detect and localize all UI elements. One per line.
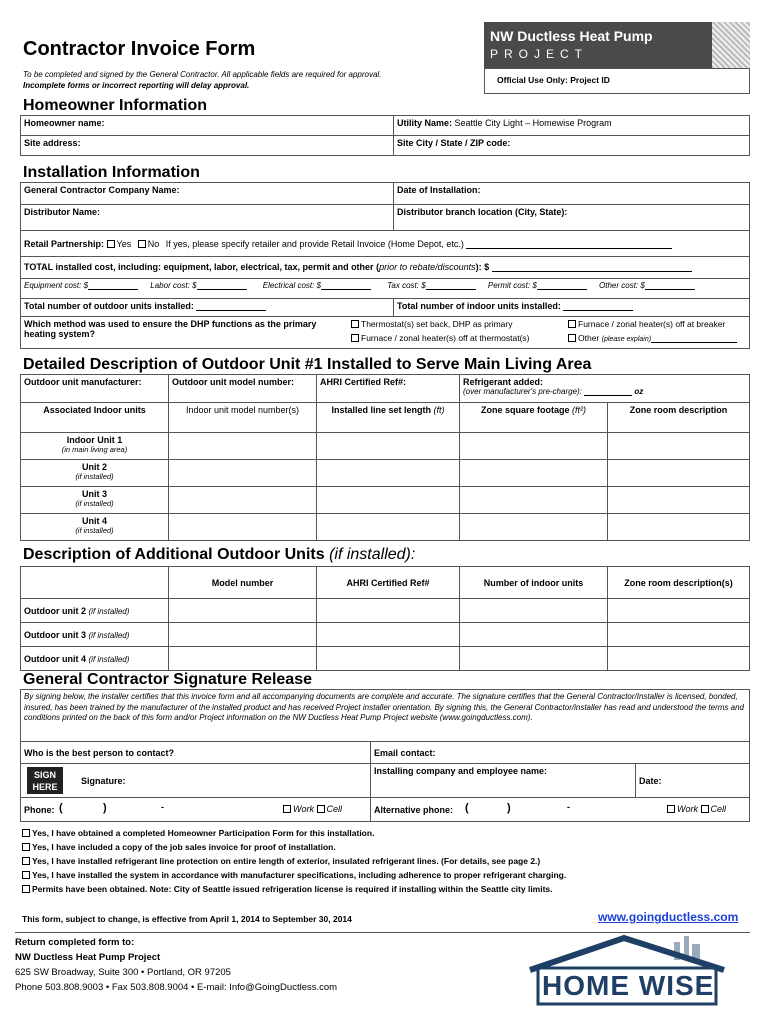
col-line-set-unit: (ft) [433,405,445,415]
labor-input[interactable] [197,289,247,290]
indoor-unit-name: Unit 3 [81,489,107,499]
alt-phone-dash: - [567,802,570,812]
alt-phone-paren-open: ( [465,802,469,814]
col-line-set [317,403,460,433]
indoor-count-input[interactable] [460,647,608,671]
homewise-logo [524,930,750,1010]
checklist-text: Yes, I have included a copy of the job sales invoice for proof of installation. [32,842,336,852]
utility-field[interactable] [394,116,750,136]
utility-label: Utility Name: [397,118,453,128]
ahri-input[interactable] [317,599,460,623]
website-link[interactable]: www.goingductless.com [598,910,739,924]
sign-here-line-1: SIGN [33,770,56,780]
method-other-input[interactable] [651,342,737,343]
checklist [22,826,566,896]
signature-label: Signature: [81,776,126,786]
checklist-checkbox[interactable] [22,885,30,893]
model-input[interactable] [169,623,317,647]
sign-here-line-2: HERE [32,782,58,792]
nwdhp-logo [484,22,712,68]
total-cost-end: ): $ [475,262,490,272]
refrigerant-label: Refrigerant added: [463,377,544,387]
gc-company-field[interactable] [21,183,394,205]
contact-field[interactable] [21,742,371,764]
instructions-line-2: Incomplete forms or incorrect reporting will delay approval. [23,81,250,90]
logo-pattern [712,22,750,68]
method-breaker-checkbox[interactable] [568,320,576,328]
ahri-label: AHRI Certified Ref#: [320,377,407,387]
sign-date-label: Date: [639,775,662,786]
table-row [21,599,750,623]
checklist-checkbox[interactable] [22,843,30,851]
indoor-unit-2-cell [21,460,169,487]
footage-input[interactable] [460,433,608,460]
permit-label: Permit cost: $ [487,281,537,290]
indoor-total-label: Total number of indoor units installed: [397,301,561,311]
installation-table [20,182,750,349]
manufacturer-field[interactable] [21,375,169,403]
precharge-label: (over manufacturer's pre-charge): [463,387,582,396]
other-input[interactable] [645,289,695,290]
footage-input[interactable] [460,487,608,514]
indoor-count-input[interactable] [460,623,608,647]
return-address: 625 SW Broadway, Suite 300 • Portland, OR 97205 [15,967,231,978]
branch-field[interactable] [394,205,750,231]
line-length-input[interactable] [317,487,460,514]
indoor-model-input[interactable] [169,514,317,541]
indoor-unit-name: Unit 4 [81,516,107,526]
equipment-input[interactable] [88,289,138,290]
distributor-label: Distributor Name: [24,207,101,217]
additional-heading [23,546,415,564]
model-input[interactable] [169,647,317,671]
method-row [21,317,750,349]
return-org: NW Ductless Heat Pump Project [15,952,161,963]
utility-value: Seattle City Light – Homewise Program [454,118,612,128]
alt-work-checkbox[interactable] [667,805,675,813]
indoor-unit-3-cell [21,487,169,514]
col-indoor-count: Number of indoor units [460,567,608,599]
indoor-model-input[interactable] [169,487,317,514]
retail-no-checkbox[interactable] [138,240,146,248]
col-assoc-indoor: Associated Indoor units [21,403,169,433]
indoor-unit-note: (if installed) [75,499,114,508]
retail-label: Retail Partnership: [24,239,105,249]
outdoor-unit-note: (if installed) [88,654,130,664]
outdoor-unit-name: Outdoor unit 2 [24,605,86,616]
col-indoor-model: Indoor unit model number(s) [169,403,317,433]
other-label: Other cost: $ [599,281,645,290]
footage-input[interactable] [460,460,608,487]
checklist-checkbox[interactable] [22,857,30,865]
additional-table [20,566,750,671]
email-label: Email contact: [374,747,436,758]
retail-note: If yes, please specify retailer and provide Retail Invoice (Home Depot, etc.) [165,239,464,249]
table-row [21,623,750,647]
company-label: Installing company and employee name: [374,766,548,776]
col-ahri: AHRI Certified Ref# [317,567,460,599]
method-thermostat-label: Thermostat(s) set back, DHP as primary [361,319,513,329]
checklist-checkbox[interactable] [22,871,30,879]
retailer-input[interactable] [466,248,672,249]
sign-date-field[interactable] [636,764,750,798]
homeowner-heading: Homeowner Information [23,97,208,114]
outdoor-total-field [21,299,394,317]
signature-release-text: By signing below, the installer certifies that this invoice form and all accompanying documents are complete and accurate. The signature certifies that the General Contractor/Installer is licensed, bonded, insured, has been trained by the manufacturer of the installed product and has received Project installer orientation. By signing this, the General Contractor/installer has read and understood the terms and conditions printed on the back of this form and/or Project information on the NW Ductless Heat Pump Project website (www.goingductless.com). [21,690,750,742]
model-input[interactable] [169,599,317,623]
method-furnace-thermostat-label: Furnace / zonal heater(s) off at thermostat(s) [361,333,530,343]
checklist-text: Yes, I have installed the system in accordance with manufacturer specifications, including adherence to proper refrigerant charging. [32,870,567,880]
ahri-field[interactable] [317,375,460,403]
list-item [22,854,566,868]
method-other-checkbox[interactable] [568,334,576,342]
indoor-model-input[interactable] [169,460,317,487]
table-row [21,487,750,514]
unit1-heading: Detailed Description of Outdoor Unit #1 Installed to Serve Main Living Area [23,356,592,373]
retail-yes-label: Yes [116,239,132,249]
outdoor-unit-2-cell [21,599,169,623]
official-use-box[interactable]: Official Use Only: Project ID [484,68,750,94]
page-title: Contractor Invoice Form [23,38,256,60]
phone-label: Phone: [24,804,55,815]
additional-heading-text: Description of Additional Outdoor Units [23,546,325,563]
zone-desc-input[interactable] [608,487,750,514]
indoor-model-input[interactable] [169,433,317,460]
method-furnace-thermostat-checkbox[interactable] [351,334,359,342]
col-footage-unit: (ft²) [572,405,587,415]
signature-table [20,689,750,822]
manufacturer-label: Outdoor unit manufacturer: [24,377,142,387]
contact-label: Who is the best person to contact? [24,747,175,758]
list-item [22,840,566,854]
phone-cell-checkbox[interactable] [317,805,325,813]
phone-paren-open: ( [59,802,63,814]
alt-work-label: Work [677,804,698,814]
method-other-label: Other [578,333,600,343]
method-other-note: (please explain) [601,336,652,343]
homeowner-name-field[interactable] [21,116,394,136]
homeowner-table [20,115,750,156]
checklist-text: Permits have been obtained. Note: City of Seattle issued refrigeration license is required if installing within the Seattle city limits. [32,884,553,894]
indoor-unit-note: (if installed) [75,472,114,481]
retail-row [21,231,750,257]
phone-row [21,798,371,822]
outdoor-unit-3-cell [21,623,169,647]
checklist-text: Yes, I have obtained a completed Homeowner Participation Form for this installation. [32,828,375,838]
alt-phone-label: Alternative phone: [374,804,454,815]
ahri-input[interactable] [317,647,460,671]
phone-work-checkbox[interactable] [283,805,291,813]
line-length-input[interactable] [317,514,460,541]
col-model-number: Model number [169,567,317,599]
electrical-input[interactable] [321,289,371,290]
line-length-input[interactable] [317,433,460,460]
footage-input[interactable] [460,514,608,541]
col-blank [21,567,169,599]
zone-desc-input[interactable] [608,460,750,487]
distributor-field[interactable] [21,205,394,231]
phone-work-label: Work [293,804,314,814]
indoor-unit-1-cell [21,433,169,460]
zone-desc-input[interactable] [608,433,750,460]
signature-heading: General Contractor Signature Release [23,671,312,688]
outdoor-unit-name: Outdoor unit 3 [24,629,86,640]
model-label: Outdoor unit model number: [172,377,294,387]
retail-yes-checkbox[interactable] [107,240,115,248]
table-row [21,460,750,487]
indoor-unit-4-cell [21,514,169,541]
outdoor-unit-name: Outdoor unit 4 [24,653,86,664]
refrigerant-field [460,375,750,403]
indoor-unit-note: (if installed) [75,526,114,535]
outdoor-total-input[interactable] [196,310,266,311]
outdoor-total-label: Total number of outdoor units installed: [24,301,194,311]
homewise-text: HOME WISE [542,970,715,1001]
outdoor-unit-note: (if installed) [88,630,130,640]
install-date-field[interactable] [394,183,750,205]
alt-cell-label: Cell [710,804,727,814]
total-cost-input[interactable] [492,271,692,272]
indoor-total-field [394,299,750,317]
line-length-input[interactable] [317,460,460,487]
indoor-unit-name: Unit 2 [81,462,107,472]
retail-no-label: No [147,239,160,249]
alt-phone-paren-close: ) [507,802,511,814]
site-address-label: Site address: [24,138,81,148]
outdoor-unit-4-cell [21,647,169,671]
alt-phone-row [371,798,750,822]
method-thermostat-checkbox[interactable] [351,320,359,328]
equipment-label: Equipment cost: $ [24,281,89,290]
outdoor-unit-note: (if installed) [88,606,130,616]
oz-label: oz [634,387,644,396]
zone-descs-input[interactable] [608,623,750,647]
gc-company-label: General Contractor Company Name: [24,185,180,195]
phone-paren-close: ) [103,802,107,814]
total-cost-label: TOTAL installed cost, including: equipment, labor, electrical, tax, permit and other ( [24,262,380,272]
indoor-count-input[interactable] [460,599,608,623]
zone-desc-input[interactable] [608,514,750,541]
logo-line-2: PROJECT [490,47,589,61]
signature-field[interactable] [21,764,371,798]
table-row [21,647,750,671]
labor-label: Labor cost: $ [150,281,197,290]
model-field[interactable] [169,375,317,403]
return-contact: Phone 503.808.9003 • Fax 503.808.9004 • E-mail: Info@GoingDuctless.com [15,982,338,993]
refrigerant-input[interactable] [584,395,632,396]
logo-line-1: NW Ductless Heat Pump [490,28,653,44]
col-footage [460,403,608,433]
method-breaker-label: Furnace / zonal heater(s) off at breaker [578,319,726,329]
homeowner-name-label: Homeowner name: [24,118,105,128]
company-field[interactable] [371,764,636,798]
electrical-label: Electrical cost: $ [262,281,322,290]
table-row [21,433,750,460]
cost-breakdown-row [21,279,750,299]
additional-heading-note: (if installed): [329,546,416,563]
zone-descs-input[interactable] [608,647,750,671]
phone-dash: - [161,802,164,812]
branch-label: Distributor branch location (City, State): [397,207,568,217]
list-item [22,882,566,896]
permit-input[interactable] [537,289,587,290]
table-row [21,514,750,541]
ahri-input[interactable] [317,623,460,647]
col-footage-label: Zone square footage [480,405,570,415]
phone-cell-label: Cell [326,804,343,814]
indoor-unit-note: (in main living area) [61,445,128,454]
site-address-field[interactable] [21,136,394,156]
method-question: Which method was used to ensure the DHP functions as the primary heating system? [24,319,317,339]
total-cost-note: prior to rebate/discounts [379,262,476,272]
zone-descs-input[interactable] [608,599,750,623]
tax-label: Tax cost: $ [387,281,426,290]
install-date-label: Date of Installation: [397,185,481,195]
indoor-total-input[interactable] [563,310,633,311]
checklist-text: Yes, I have installed refrigerant line protection on entire length of exterior, insulated refrigerant lines. (For details, see page 2.) [32,856,541,866]
col-zone-desc: Zone room description [608,403,750,433]
sign-here-icon [27,767,63,794]
alt-cell-checkbox[interactable] [701,805,709,813]
checklist-checkbox[interactable] [22,829,30,837]
list-item [22,826,566,840]
installation-heading: Installation Information [23,164,200,181]
site-city-field[interactable] [394,136,750,156]
unit1-table [20,374,750,541]
list-item [22,868,566,882]
email-field[interactable] [371,742,750,764]
indoor-unit-name: Indoor Unit 1 [66,435,123,445]
site-city-label: Site City / State / ZIP code: [397,138,511,148]
return-label: Return completed form to: [15,937,135,948]
instructions-line-1: To be completed and signed by the General Contractor. All applicable fields are required for approval. [23,70,382,79]
total-cost-row [21,257,750,279]
col-line-set-label: Installed line set length [331,405,431,415]
tax-input[interactable] [426,289,476,290]
effective-dates: This form, subject to change, is effective from April 1, 2014 to September 30, 2014 [22,914,352,924]
col-zone-descs: Zone room description(s) [608,567,750,599]
